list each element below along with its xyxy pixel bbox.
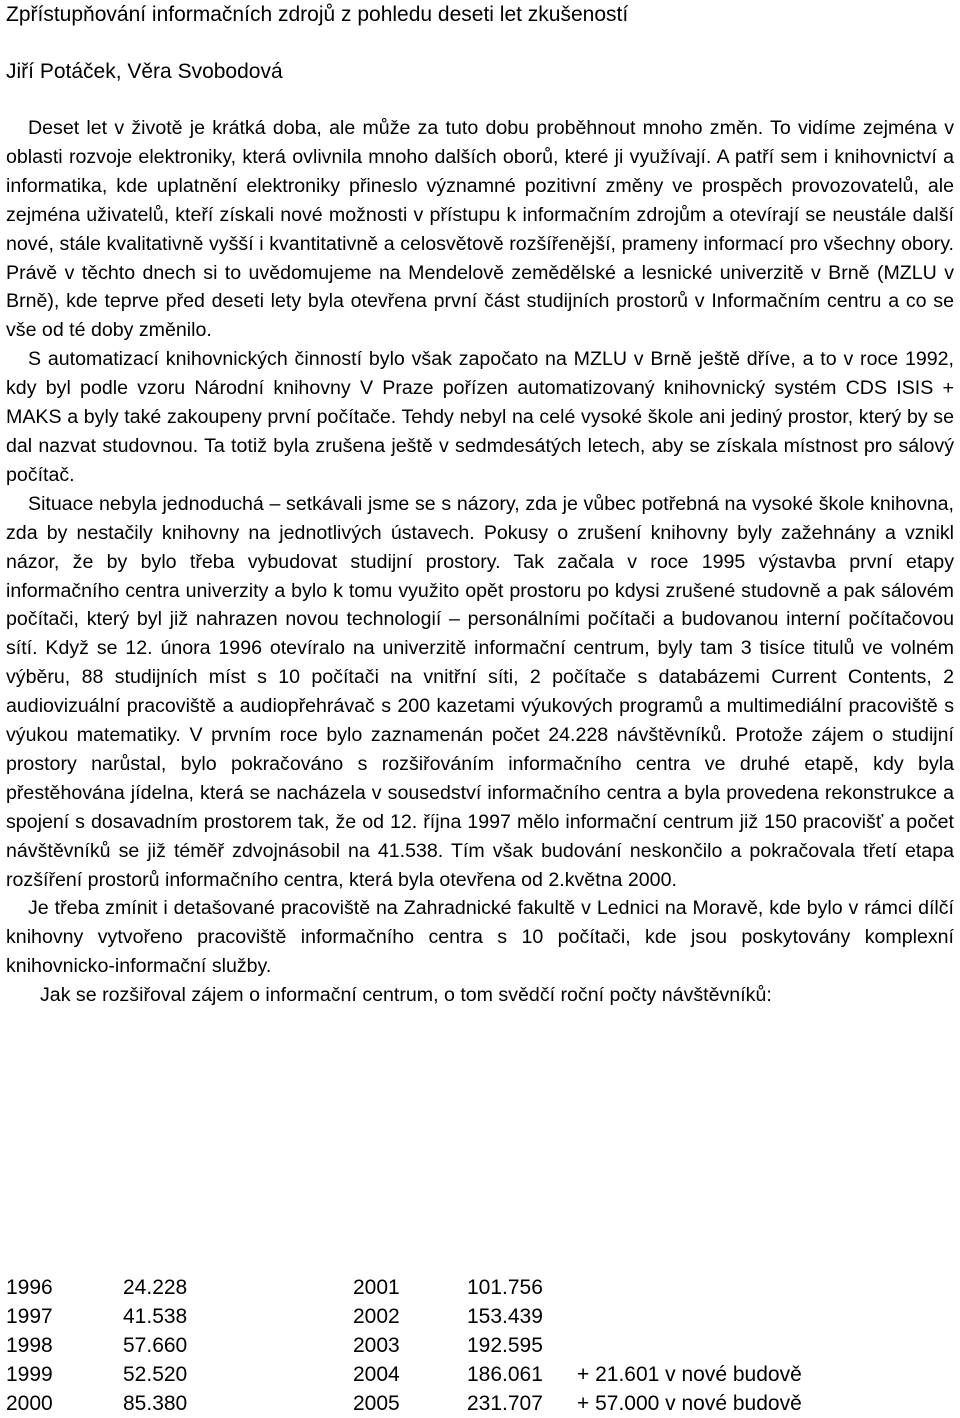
stats-value: 192.595	[467, 1333, 543, 1357]
stats-extra: + 21.601 v nové budově	[577, 1362, 802, 1386]
document-authors: Jiří Potáček, Věra Svobodová	[6, 60, 283, 83]
stats-value: 153.439	[467, 1304, 543, 1328]
stats-year: 1999	[6, 1362, 53, 1386]
paragraph-4: Je třeba zmínit i detašované pracoviště na Zahradnické fakultě v Lednici na Moravě, kde bylo v rámci dílčí knihovny vytvořeno pracoviště informačního centra s 10 počítači, kde jsou poskytovány komplexní knihovnicko-informační služby.	[6, 897, 954, 978]
stats-value: 57.660	[123, 1333, 188, 1357]
stats-value: 52.520	[123, 1362, 188, 1386]
paragraph-3: Situace nebyla jednoduchá – setkávali jsme se s názory, zda je vůbec potřebná na vysoké škole knihovna, zda by nestačily knihovny na jednotlivých ústavech. Pokusy o zrušení knihovny byly zažehnány a vznikl názor, že by bylo třeba vybudovat studijní prostory. Tak začala v roce 1995 výstavba první etapy informačního centra univerzity a bylo k tomu využito opět prostoru po kdysi zrušené studovně a pak sálovém počítači, který byl již nahrazen novou technologií – personálními počítači a budovanou interní počítačovou sítí. Když se 12. února 1996 otevíralo na univerzitě informační centrum, byly tam 3 tisíce titulů ve volném výběru, 88 studijních míst s 10 počítači na vnitřní síti, 2 počítače s databázemi Current Contents, 2 audiovizuální pracoviště a audiopřehrávač s 200 kazetami výukových programů a multimediální pracoviště s výukou matematiky. V prvním roce bylo zaznamenán počet 24.228 návštěvníků. Protože zájem o studijní prostory narůstal, bylo pokračováno s rozšiřováním informačního centra ve druhé etapě, kdy byla přestěhována jídelna, která se nacházela v sousedství informačního centra a byla provedena rekonstrukce a spojení s dosavadním prostorem tak, že od 12. října 1997 mělo informační centrum již 150 pracovišť a počet návštěvníků se již téměř zdvojnásobil na 41.538. Tím však budování neskončilo a pokračovala třetí etapa rozšíření prostorů informačního centra, která byla otevřena od 2.května 2000.	[6, 492, 954, 891]
stats-year: 1997	[6, 1304, 53, 1328]
paragraph-2: S automatizací knihovnických činností bylo však započato na MZLU v Brně ještě dříve, a to v roce 1992, kdy byl podle vzoru Národní knihovny V Praze pořízen automatizovaný knihovnický systém CDS ISIS + MAKS a byly také zakoupeny první počítače. Tehdy nebyl na celé vysoké škole ani jediný prostor, který by se dal nazvat studovnou. Ta totiž byla zrušena ještě v sedmdesátých letech, aby se získala místnost pro sálový počítač.	[6, 348, 954, 486]
stats-year: 1996	[6, 1276, 53, 1299]
stats-year: 2004	[353, 1362, 400, 1386]
stats-value: 186.061	[467, 1362, 543, 1386]
stats-year: 2005	[353, 1391, 400, 1415]
stats-year: 1998	[6, 1333, 53, 1357]
stats-year: 2003	[353, 1333, 400, 1357]
paragraph-1: Deset let v životě je krátká doba, ale může za tuto dobu proběhnout mnoho změn. To vidíme zejména v oblasti rozvoje elektroniky, která ovlivnila mnoho dalších oborů, které ji využívají. A patří sem i knihovnictví a informatika, kde uplatnění elektroniky přineslo významné pozitivní změny ve prospěch provozovatelů, ale zejména uživatelů, kteří získali nové možnosti v přístupu k informačním zdrojům a otevírají se neustále další nové, stále kvalitativně vyšší i kvantitativně a celosvětově rozšířenější, prameny informací pro všechny obory. Právě v těchto dnech si to uvědomujeme na Mendelově zemědělské a lesnické univerzitě v Brně (MZLU v Brně), kde teprve před deseti lety byla otevřena první část studijních prostorů v Informačním centru a co se vše od té doby změnilo.	[6, 117, 954, 342]
paragraph-5: Jak se rozšiřoval zájem o informační centrum, o tom svědčí roční počty návštěvníků:	[40, 984, 772, 1007]
stats-value: 231.707	[467, 1391, 543, 1415]
stats-year: 2002	[353, 1304, 400, 1328]
stats-year: 2001	[353, 1276, 400, 1299]
stats-value: 41.538	[123, 1304, 188, 1328]
stats-value: 24.228	[123, 1276, 188, 1299]
stats-year: 2000	[6, 1391, 53, 1415]
document-body	[6, 114, 954, 1010]
document-title: Zpřístupňování informačních zdrojů z pohledu deseti let zkušeností	[6, 3, 629, 26]
stats-value: 85.380	[123, 1391, 188, 1415]
stats-extra: + 57.000 v nové budově	[577, 1391, 802, 1415]
stats-value: 101.756	[467, 1276, 543, 1299]
